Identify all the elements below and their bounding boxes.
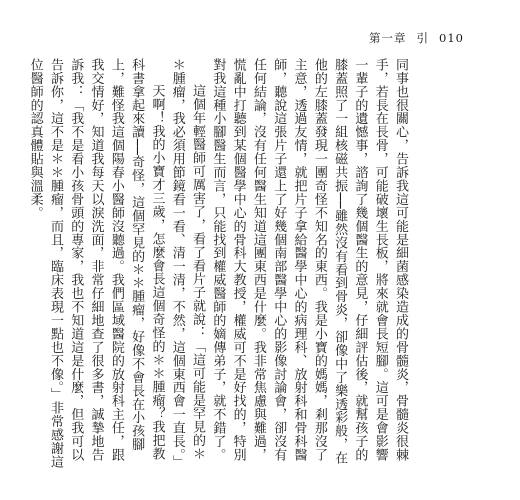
- paragraph-2: 這個年輕醫師可厲害了，看了看片子就說：「這可能是罕見的＊＊腫瘤，我必須用節鏡看一看、清一清，不然，這個東西會一直長。」: [169, 58, 206, 469]
- paragraph-1: 同事也很關心，告訴我這可能是細菌感染造成的骨髓炎，骨髓炎很棘手，若長在長骨，可能破壞生長板，將來就會長短腳。這可是會影響一輩子的遺憾事，諮詢了幾個醫生的意見，仔細評估後，就幫孩子的膝蓋照了一組核磁共振──雖然沒有看到骨炎，卻像中了樂透彩般，在他的左膝蓋發現一團奇怪不知名的東西。我是小寶的媽媽，剎那沒了主意，透過友情，就把片子拿給醫學中心的病理科、放射科和骨科醫師，聽說這張片子還上了好幾個南部醫學中心的影像討論會，卻沒有任何結論，沒有任何醫生知道這團東西是什麼。我非常焦慮與難過，慌亂中打聽到某個醫學中心的骨科大教授，權威可不是好找的，特別對我這種小腳醫生而言，只能找到權威醫師的嫡傳弟子，就不錯了。: [210, 58, 408, 465]
- body-text: [24, 58, 410, 473]
- page-number: 010: [439, 31, 464, 45]
- chapter-title: 引: [416, 31, 430, 45]
- chapter-label: 第一章: [369, 31, 407, 45]
- running-header: [359, 30, 464, 46]
- paragraph-3: 天啊！我的小寶才三歲，怎麼會長這個奇怪的＊＊腫瘤？我把教科書拿起來讀──奇怪，這個罕見的＊＊腫瘤，好像不會長在小孩腳上，難怪我這個陽春小醫師沒聽過。我們區域醫院的放射科主任，跟我交情好，知道我每天以淚洗面，非常仔細地查了很多書，誠摯地告訴我：「我不是看小孩骨頭的專家，我也不知道這是什麼，但我可以告訴你，這不是＊＊腫瘤，而且，臨床表現一點也不像。」非常感謝這位醫師的認真體貼與溫柔。: [27, 58, 165, 469]
